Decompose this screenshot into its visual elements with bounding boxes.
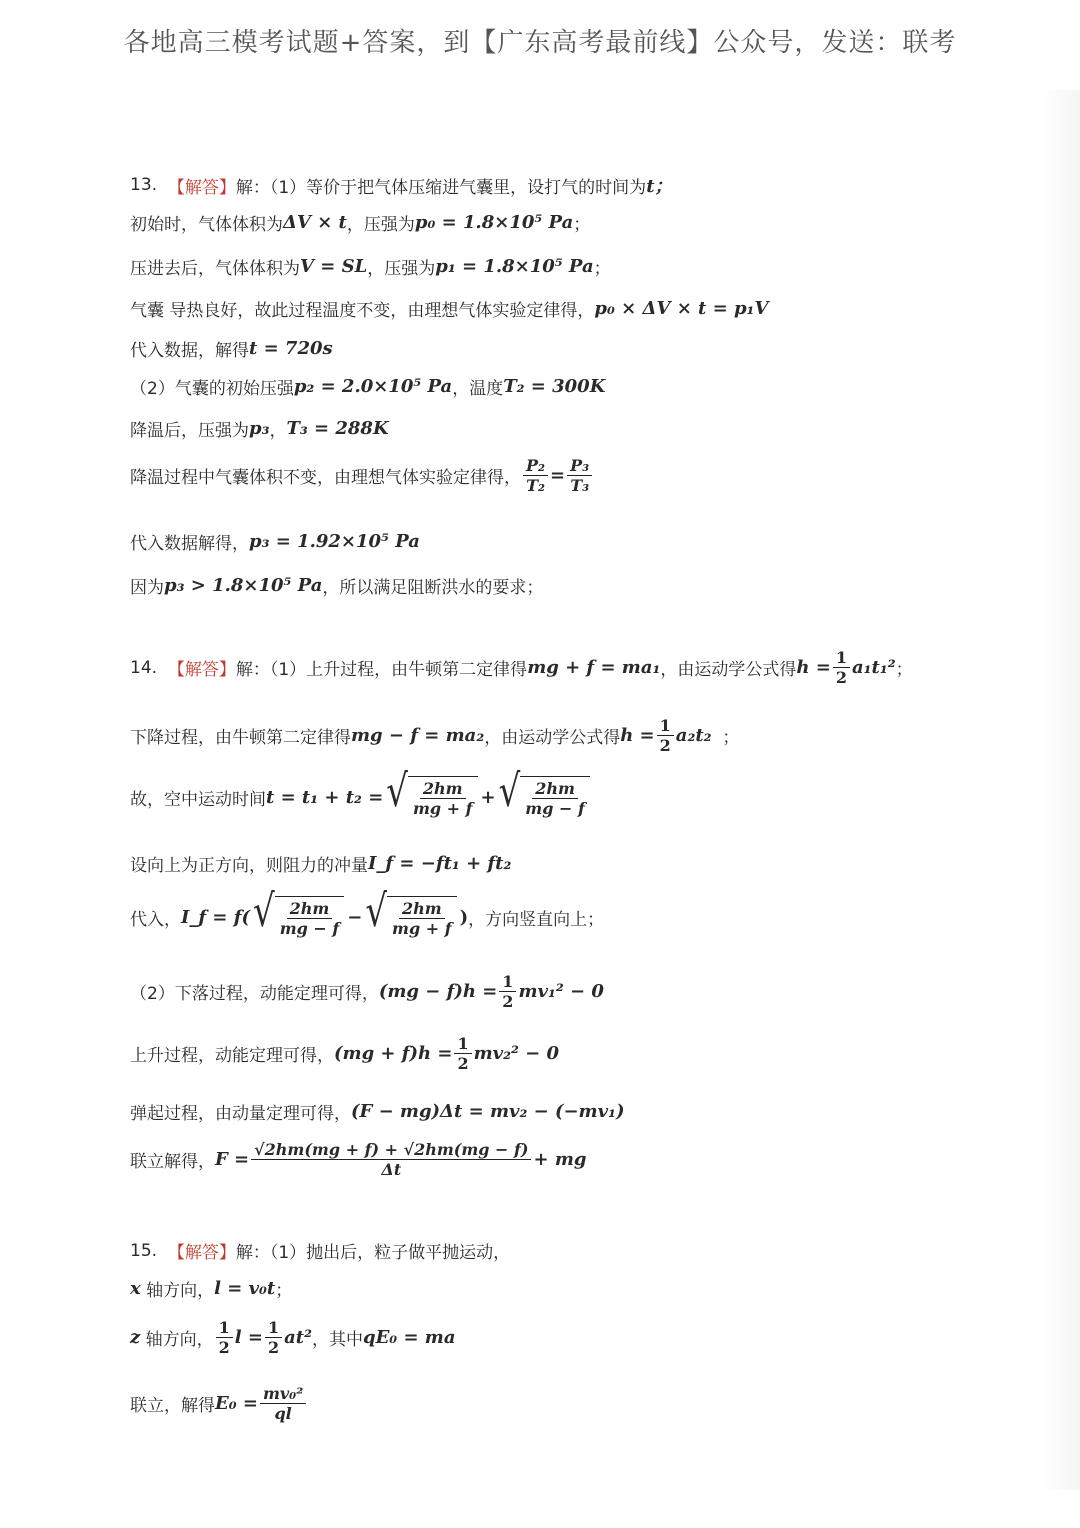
q14-line-5 [130, 885, 605, 939]
q14-l1-math1: mg + f = ma₁ [527, 657, 661, 679]
q13-l4-text: 气囊 导热良好，故此过程温度不变，由理想气体实验定律得， [130, 301, 595, 321]
q15-l1-text: 解：（1）抛出后，粒子做平抛运动， [235, 1243, 511, 1263]
q15-l4-frac-den: ql [274, 1404, 292, 1424]
q15-l3-math3: at² [284, 1327, 312, 1349]
q15-line-1 [130, 1238, 510, 1263]
q13-l10-text: 因为 [130, 578, 164, 598]
q13-l5-math: t = 720s [249, 338, 333, 359]
q15-number: 15. [130, 1240, 158, 1261]
q14-l5-minus: − [347, 906, 363, 928]
q14-l6-text: （2）下落过程，动能定理可得， [130, 984, 379, 1005]
q14-l5-sqrt-1 [253, 885, 344, 939]
q14-l7-fraction [454, 1034, 471, 1073]
q14-l6-fraction [499, 972, 516, 1011]
q14-line-9 [130, 1140, 586, 1179]
q14-l5-sq2-den: mg + f [392, 919, 452, 939]
q14-line-2 [130, 716, 739, 755]
q15-l3-frac1-num: 1 [216, 1318, 233, 1338]
q13-l2-text: 初始时，气体体积为 [130, 215, 283, 235]
q13-l5-text: 代入数据，解得 [130, 341, 249, 361]
q14-l2-frac-den: 2 [659, 736, 671, 756]
q14-line-3 [130, 765, 593, 819]
q14-l2-fraction [657, 716, 674, 755]
q14-l5-sqrt-2 [365, 885, 456, 939]
q13-l8-fraction-2 [567, 456, 592, 495]
q15-l3-math4: qE₀ = ma [362, 1327, 456, 1349]
q15-l2-end: ； [275, 1281, 293, 1301]
q14-l3-sq1-den: mg + f [412, 799, 473, 819]
q14-l5-text: 代入， [130, 909, 181, 930]
q13-l9-math: p₃ = 1.92×10⁵ Pa [249, 531, 420, 552]
radical-icon: √ [386, 765, 408, 818]
q14-l5-sq1-num: 2hm [287, 899, 333, 919]
q13-line-9 [130, 529, 420, 554]
q14-l9-frac-den: Δt [381, 1160, 402, 1180]
q14-l3-sqrt2-fraction [522, 779, 588, 818]
q13-l3-end: ； [593, 259, 611, 279]
q14-l1-frac-den: 2 [835, 668, 847, 688]
q14-l6-math-b: mv₁² − 0 [518, 981, 604, 1003]
q13-l8-eq: = [550, 465, 566, 487]
q13-line-7 [130, 416, 389, 441]
q14-l2-math1: mg − f = ma₂ [351, 725, 485, 747]
q15-l4-frac-num: mv₀² [260, 1384, 306, 1404]
q14-l8-text: 弹起过程，由动量定理可得， [130, 1104, 351, 1124]
q13-l9-text: 代入数据解得， [130, 534, 249, 554]
q14-l2-frac-num: 1 [657, 716, 674, 736]
q15-l3-fraction-1 [216, 1318, 233, 1357]
q14-l2-math2b: a₂t₂ [675, 725, 712, 747]
q15-l3-math2: l = [234, 1327, 263, 1349]
q14-l9-fraction [251, 1140, 531, 1179]
q13-answer-tag: 【解答】 [167, 177, 236, 198]
q13-l7-text: 降温后，压强为 [130, 421, 249, 441]
q15-line-4 [130, 1384, 308, 1423]
q14-l3-plus: + [480, 786, 496, 808]
q14-l9-math-b: + mg [533, 1149, 587, 1171]
q13-line-1 [130, 172, 673, 198]
q15-l3-fraction-2 [265, 1318, 282, 1357]
q13-l8-text: 降温过程中气囊体积不变，由理想气体实验定律得， [130, 468, 521, 489]
q13-l1-text: 解：（1）等价于把气体压缩进气囊里，设打气的时间为 [235, 177, 647, 198]
q14-l6-math-a: (mg − f)h = [378, 981, 498, 1003]
q14-l1-end: ； [895, 660, 913, 681]
q13-l7-math2: T₃ = 288K [286, 418, 389, 439]
q13-line-2 [130, 210, 590, 235]
q15-l3-frac2-num: 1 [265, 1318, 282, 1338]
q13-l2-math2: p₀ = 1.8×10⁵ Pa [414, 212, 574, 233]
q14-l1-text: 解：（1）上升过程，由牛顿第二定律得 [235, 660, 528, 681]
q13-l2-text2: ，压强为 [346, 215, 415, 235]
q13-l6-math2: T₂ = 300K [503, 376, 606, 397]
q14-l3-text: 故，空中运动时间 [130, 789, 266, 810]
q13-line-5 [130, 336, 333, 361]
q14-l9-math-a: F = [215, 1149, 250, 1171]
q14-line-7 [130, 1034, 559, 1073]
q14-l3-sq2-den: mg − f [525, 799, 585, 819]
q14-l7-frac-num: 1 [454, 1034, 471, 1054]
q14-l5-close: ) [459, 906, 469, 928]
q13-line-10 [130, 573, 543, 598]
q13-l10-math: p₃ > 1.8×10⁵ Pa [164, 575, 323, 596]
q13-l8-frac2-num: P₃ [567, 456, 592, 476]
q13-l8-fraction-1 [523, 456, 548, 495]
q14-l1-math2a: h = [796, 657, 831, 679]
q14-l3-sqrt1-fraction [410, 779, 476, 818]
q14-l1-frac-num: 1 [833, 648, 850, 668]
q14-l9-text: 联立解得， [130, 1152, 215, 1173]
q14-number: 14. [130, 657, 158, 678]
q14-answer-tag: 【解答】 [167, 660, 236, 681]
q15-l2-math2: l = v₀t [214, 1278, 276, 1299]
q14-l2-math2a: h = [620, 725, 655, 747]
q14-l7-math-a: (mg + f)h = [334, 1043, 453, 1065]
q13-l4-math: p₀ × ΔV × t = p₁V [594, 298, 769, 319]
q14-l5-sq2-num: 2hm [399, 899, 445, 919]
q14-l7-frac-den: 2 [457, 1054, 469, 1074]
q13-l2-end: ； [573, 215, 591, 235]
q14-line-4 [130, 851, 511, 876]
q13-l1-math: t； [646, 176, 673, 197]
q13-l6-text2: ，温度 [452, 379, 504, 399]
q15-line-3 [130, 1318, 456, 1357]
q15-l3-text: 轴方向， [145, 1330, 214, 1351]
radical-icon: √ [253, 885, 275, 938]
q13-line-8 [130, 456, 594, 495]
q13-line-4 [130, 296, 768, 321]
q15-l4-math: E₀ = [215, 1393, 258, 1415]
q13-l7-math1: p₃ [249, 418, 270, 439]
q14-line-1 [130, 648, 913, 687]
q14-l1-text2: ，由运动学公式得 [660, 660, 797, 681]
q14-l5-math: I_f = f( [181, 906, 251, 928]
q13-l6-math1: p₂ = 2.0×10⁵ Pa [293, 376, 453, 397]
q14-l9-frac-num: √2hm(mg + f) + √2hm(mg − f) [251, 1140, 531, 1160]
q14-l3-math: t = t₁ + t₂ = [266, 786, 384, 808]
q15-l3-frac1-den: 2 [218, 1338, 230, 1358]
q14-l5-text2: ，方向竖直向上； [468, 909, 605, 930]
q13-l3-text2: ，压强为 [367, 259, 436, 279]
q14-l4-math: I_f = −ft₁ + ft₂ [368, 853, 512, 874]
q15-l4-text: 联立，解得 [130, 1396, 215, 1417]
q13-number: 13. [130, 175, 158, 195]
q14-l2-end: ； [722, 728, 740, 749]
q13-l3-math1: V = SL [300, 256, 368, 277]
q14-l5-sqrt1-fraction [277, 899, 343, 938]
q15-l3-frac2-den: 2 [267, 1338, 280, 1358]
q14-l6-frac-num: 1 [499, 972, 516, 992]
q14-l3-sq2-num: 2hm [532, 779, 578, 799]
q15-l3-math: z [130, 1327, 141, 1349]
q14-l3-sqrt-1 [386, 765, 477, 819]
q14-l2-text: 下降过程，由牛顿第二定律得 [130, 728, 351, 749]
q15-line-2 [130, 1276, 292, 1301]
q14-l5-sqrt2-fraction [389, 899, 455, 938]
q14-line-8 [130, 1099, 624, 1124]
q14-l6-frac-den: 2 [502, 992, 514, 1012]
q13-l3-text: 压进去后，气体体积为 [130, 259, 300, 279]
q14-l2-text2: ，由运动学公式得 [484, 728, 621, 749]
q14-l8-math: (F − mg)Δt = mv₂ − (−mv₁) [351, 1101, 625, 1122]
radical-icon: √ [498, 765, 521, 818]
radical-icon: √ [365, 885, 388, 938]
q13-line-6 [130, 374, 605, 399]
q15-l4-fraction [260, 1384, 306, 1423]
q14-l3-sqrt-2 [498, 765, 590, 819]
q14-l1-fraction [833, 648, 850, 687]
page-edge-shadow [1040, 90, 1080, 1490]
q14-l1-math2b: a₁t₁² [851, 657, 896, 679]
page-header-banner: 各地高三模考试题+答案，到【广东高考最前线】公众号，发送：联考 [123, 28, 957, 58]
q13-line-3 [130, 254, 611, 279]
q14-l7-text: 上升过程，动能定理可得， [130, 1046, 334, 1067]
q14-l3-sq1-num: 2hm [420, 779, 466, 799]
q15-l2-math: x [130, 1278, 141, 1299]
q14-l7-math-b: mv₂² − 0 [473, 1043, 560, 1065]
q14-l5-sq1-den: mg − f [279, 919, 340, 939]
q14-l4-text: 设向上为正方向，则阻力的冲量 [130, 856, 368, 876]
q13-l8-frac2-den: T₃ [570, 476, 590, 496]
q13-l8-frac1-den: T₂ [526, 476, 545, 496]
q13-l3-math2: p₁ = 1.8×10⁵ Pa [435, 256, 594, 277]
q15-l2-text: 轴方向， [146, 1281, 215, 1301]
q13-l7-text2: ， [269, 421, 287, 441]
q13-l10-text2: ，所以满足阻断洪水的要求； [322, 578, 544, 598]
q15-l3-text2: ，其中 [311, 1330, 363, 1351]
q15-answer-tag: 【解答】 [167, 1243, 236, 1263]
q13-l6-text: （2）气囊的初始压强 [130, 379, 294, 399]
q14-line-6 [130, 972, 604, 1011]
q13-l8-frac1-num: P₂ [523, 456, 548, 476]
q13-l2-math1: ΔV × t [283, 212, 347, 233]
